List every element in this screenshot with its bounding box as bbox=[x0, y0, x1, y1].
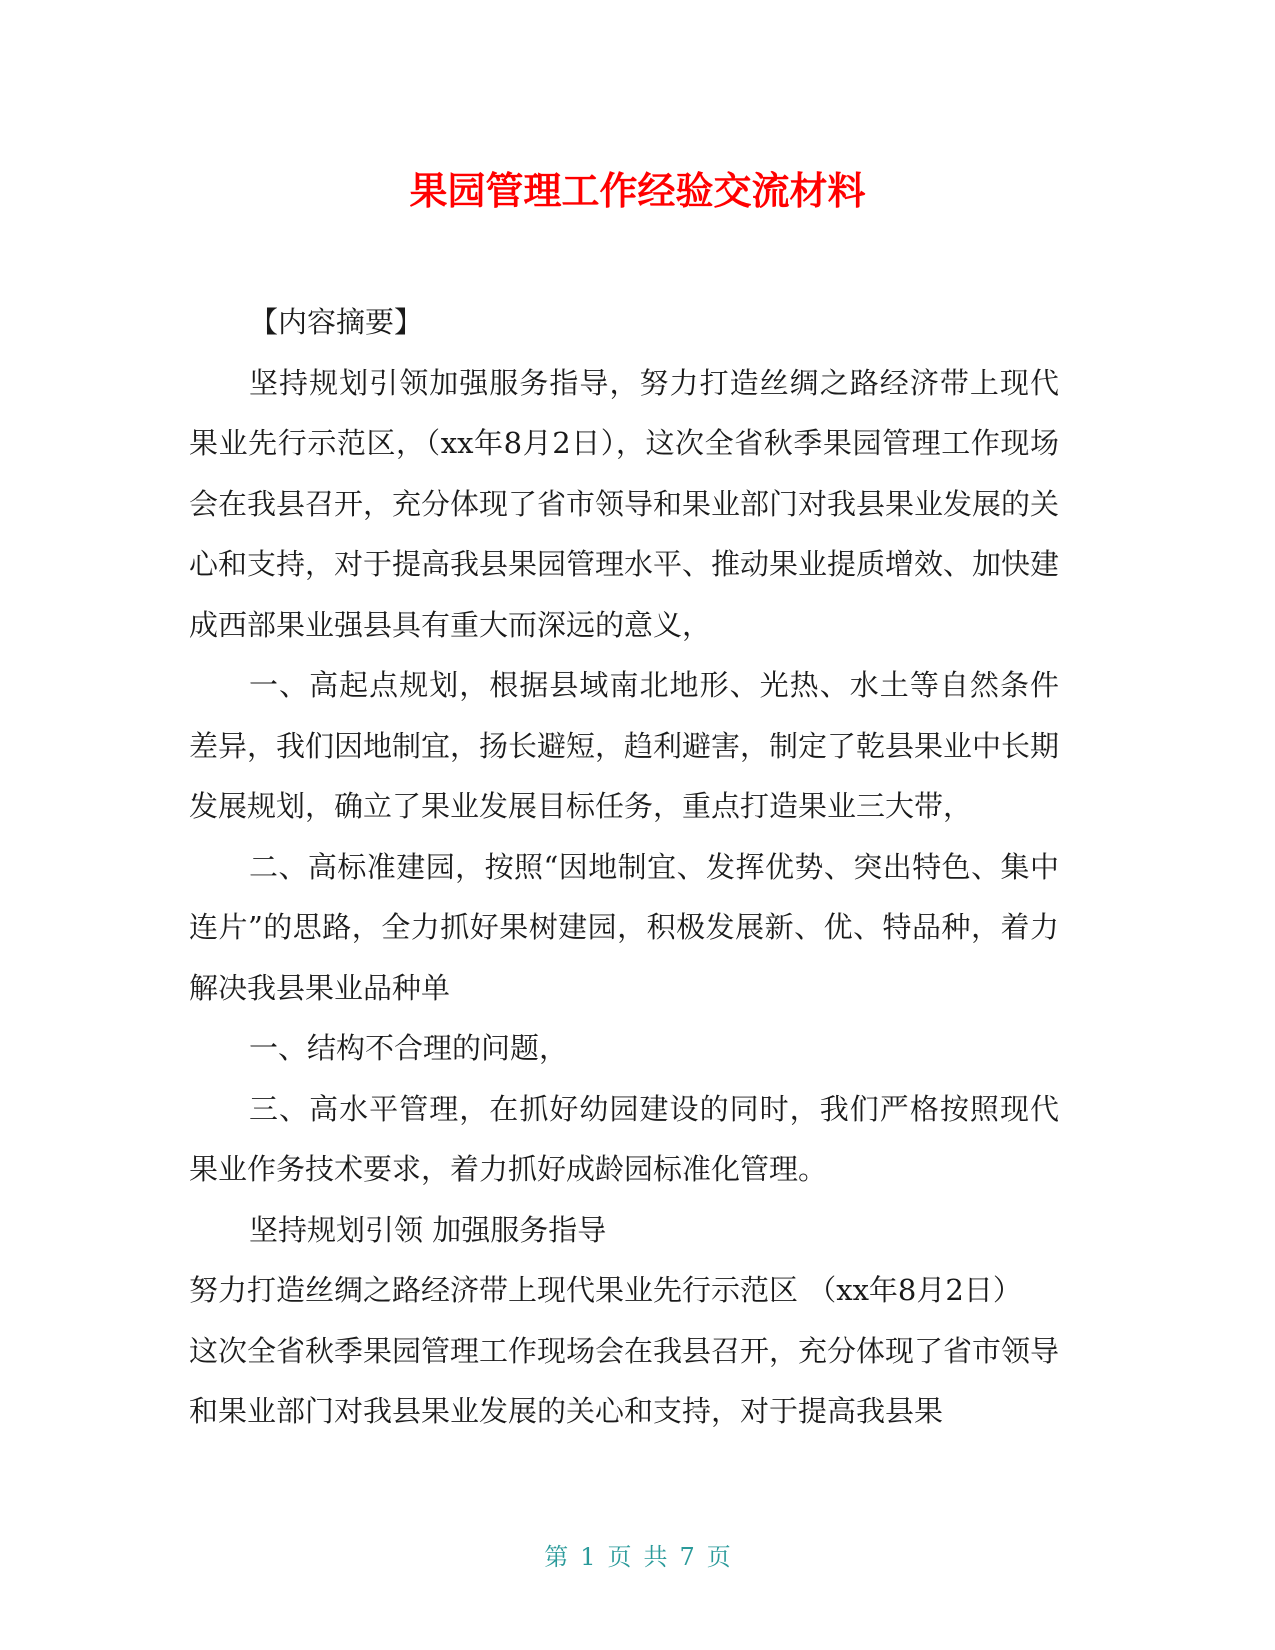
footer-page-label: 页 bbox=[607, 1543, 632, 1571]
footer-suffix: 页 bbox=[706, 1543, 731, 1571]
document-title: 果园管理工作经验交流材料 bbox=[409, 169, 866, 213]
paragraph-structure-issue: 一、结构不合理的问题， bbox=[249, 1031, 569, 1065]
page-footer bbox=[0, 1542, 1275, 1572]
footer-page-number: 1 bbox=[580, 1543, 596, 1571]
paragraph-intro: 坚持规划引领加强服务指导，努力打造丝绸之路经济带上现代果业先行示范区，（xx年8月2日），这次全省秋季果园管理工作现场会在我县召开，充分体现了省市领导和果业部门对我县果业发展的关心和支持，对于提高我县果园管理水平、推动果业提质增效、加快建成西部果业强县具有重大而深远的意义， bbox=[189, 365, 1060, 642]
paragraph-section-1: 一、高起点规划，根据县域南北地形、光热、水土等自然条件差异，我们因地制宜，扬长避短，趋利避害，制定了乾县果业中长期发展规划，确立了果业发展目标任务，重点打造果业三大带， bbox=[189, 668, 1060, 823]
footer-prefix: 第 bbox=[544, 1543, 569, 1571]
paragraph-continuation: 这次全省秋季果园管理工作现场会在我县召开，充分体现了省市领导和果业部门对我县果业发展的关心和支持，对于提高我县果 bbox=[189, 1333, 1060, 1428]
paragraph-abstract-heading: 【内容摘要】 bbox=[249, 305, 424, 339]
document-body bbox=[189, 292, 1059, 1442]
footer-total-label: 共 bbox=[643, 1543, 668, 1571]
footer-total-pages: 7 bbox=[679, 1543, 695, 1571]
paragraph-section-2: 二、高标准建园，按照“因地制宜、发挥优势、突出特色、集中连片”的思路，全力抓好果树建园，积极发展新、优、特品种，着力解决我县果业品种单 bbox=[189, 849, 1059, 1005]
paragraph-subtitle-line: 努力打造丝绸之路经济带上现代果业先行示范区 （xx年8月2日） bbox=[189, 1273, 1022, 1307]
paragraph-section-3: 三、高水平管理，在抓好幼园建设的同时，我们严格按照现代果业作务技术要求，着力抓好成龄园标准化管理。 bbox=[189, 1091, 1059, 1186]
paragraph-subheading: 坚持规划引领 加强服务指导 bbox=[249, 1212, 607, 1247]
